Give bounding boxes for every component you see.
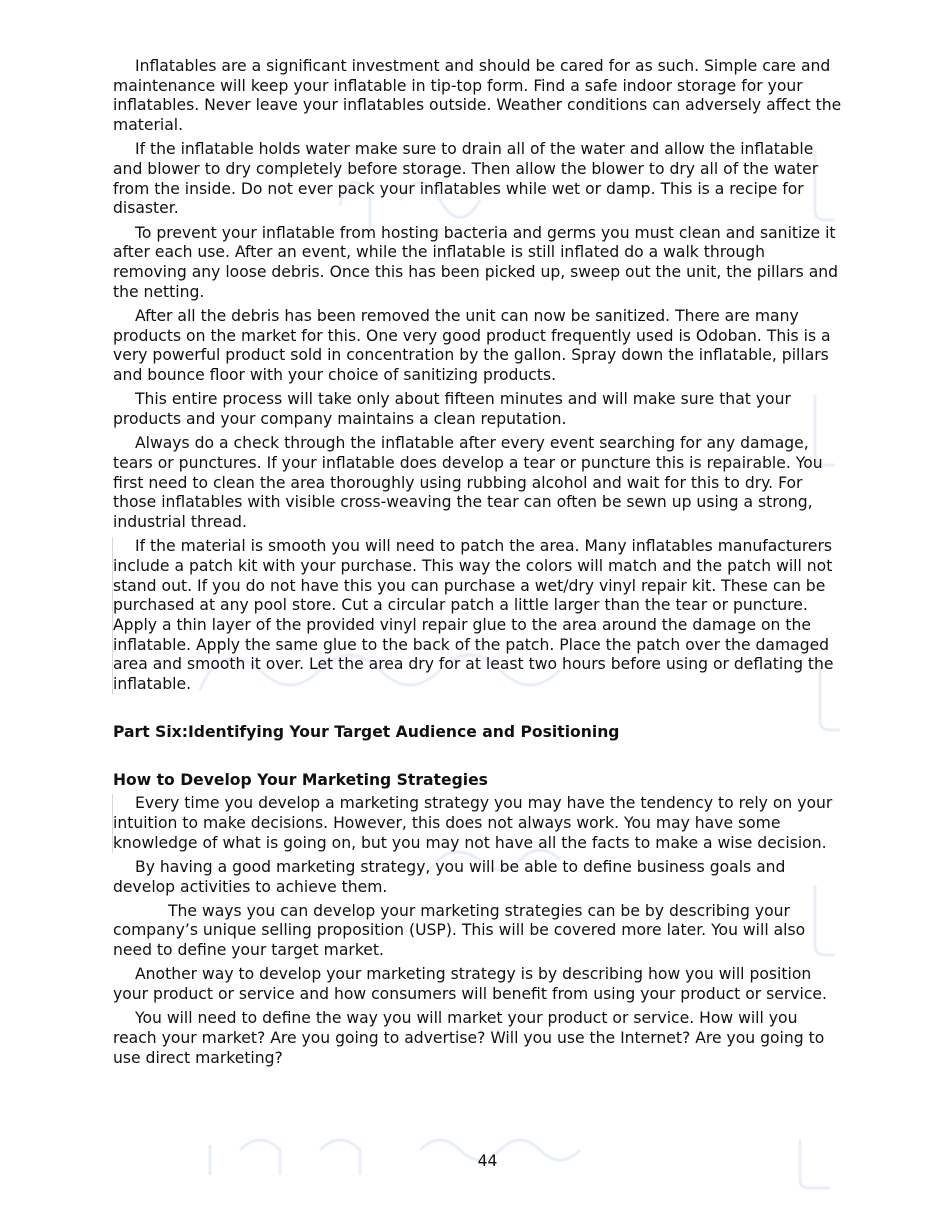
paragraph-process-time: This entire process will take only about fifteen minutes and will make sure that your products and your company maintains a clean reputation.	[113, 390, 791, 428]
paragraph-drying: If the inflatable holds water make sure to drain all of the water and allow the inflatable and blower to dry completely before storage. Then allow the blower to dry all of the water from the inside. Do not ever pack your inflatables while wet or damp. This is a recipe for disaster.	[113, 140, 819, 218]
section-heading: How to Develop Your Marketing Strategies	[113, 770, 488, 789]
paragraph-usp: The ways you can develop your marketing strategies can be by describing your company’s unique selling proposition (USP). This will be covered more later. You will also need to define your target market.	[113, 901, 806, 960]
paragraph-positioning: Another way to develop your marketing strategy is by describing how you will position your product or service and how consumers will benefit from using your product or service.	[113, 965, 827, 1004]
paragraph-damage-check: Always do a check through the inflatable after every event searching for any damage, tears or punctures. If your inflatable does develop a tear or puncture this is repairable. You first need to clean the area thoroughly using rubbing alcohol and wait for this to dry. For those inflatables with visible cross-weaving the tear can often be sewn up using a strong, industrial thread.	[113, 434, 823, 531]
paragraph-market-channels: You will need to define the way you will market your product or service. How will you reach your market? Are you going to advertise? Will you use the Internet? Are you going to use direct marketing?	[113, 1009, 825, 1067]
paragraph-cleaning: To prevent your inflatable from hosting bacteria and germs you must clean and sanitize it after each use. After an event, while the inflatable is still inflated do a walk through removing any loose debris. Once this has been picked up, sweep out the unit, the pillars and the netting.	[113, 223, 839, 301]
paragraph-business-goals: By having a good marketing strategy, you will be able to define business goals and develop activities to achieve them.	[113, 857, 786, 896]
paragraph-patching: If the material is smooth you will need to patch the area. Many inflatables manufacturers include a patch kit with your purchase. This way the colors will match and the patch will not stand out. If you do not have this you can purchase a wet/dry vinyl repair kit. These can be purchased at any pool store. Cut a circular patch a little larger than the tear or puncture. Apply a thin layer of the provided vinyl repair glue to the area around the damage on the inflatable. Apply the same glue to the back of the patch. Place the patch over the damaged area and smooth it over. Let the area dry for at least two hours before using or deflating the inflatable.	[112, 537, 843, 695]
paragraph-intuition: Every time you develop a marketing strategy you may have the tendency to rely on your intuition to make decisions. However, this does not always work. You may have some knowledge of what is going on, but you may not have all the facts to make a wise decision.	[112, 794, 843, 853]
paragraph-sanitizing: After all the debris has been removed the unit can now be sanitized. There are many products on the market for this. One very good product frequently used is Odoban. This is a very powerful product sold in concentration by the gallon. Spray down the inflatable, pillars and bounce floor with your choice of sanitizing products.	[113, 306, 831, 385]
page-number: 44	[477, 1152, 498, 1170]
part-heading: Part Six:Identifying Your Target Audience and Positioning	[113, 722, 620, 741]
document-body	[113, 57, 843, 1073]
paragraph-storage: Inflatables are a significant investment and should be cared for as such. Simple care and maintenance will keep your inflatable in tip-top form. Find a safe indoor storage for your inflatables. Never leave your inflatables outside. Weather conditions can adversely affect the material.	[113, 57, 842, 135]
